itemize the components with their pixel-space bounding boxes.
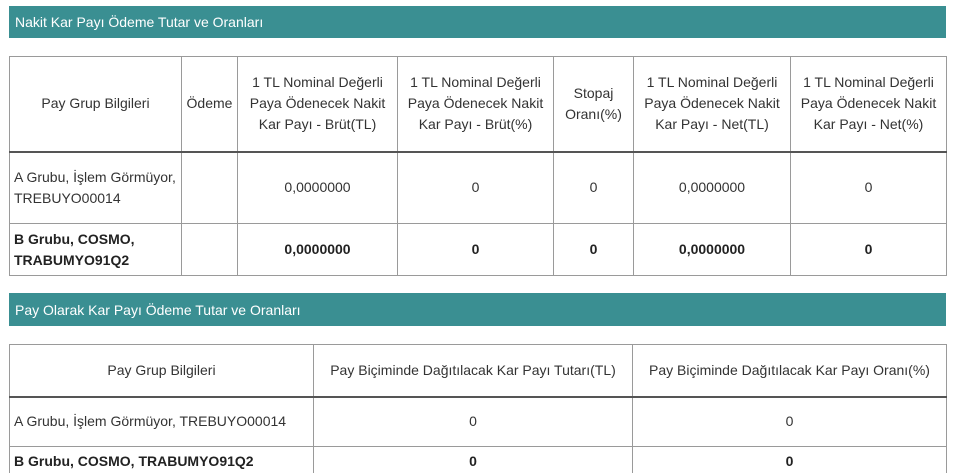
- cash-dividend-section-title: Nakit Kar Payı Ödeme Tutar ve Oranları: [15, 14, 264, 30]
- column-header-pay-group: Pay Grup Bilgileri: [10, 57, 182, 152]
- withholding-rate-cell: 0: [554, 224, 634, 276]
- column-header-gross-percent: 1 TL Nominal Değerli Paya Ödenecek Nakit Kar Payı - Brüt(%): [398, 57, 554, 152]
- table-row: [10, 397, 947, 447]
- table-header-row: [10, 57, 947, 152]
- pay-group-cell: B Grubu, COSMO, TRABUMYO91Q2: [10, 447, 314, 473]
- net-percent-cell: 0: [791, 152, 947, 224]
- payment-cell: [182, 224, 238, 276]
- column-header-payment: Ödeme: [182, 57, 238, 152]
- stock-dividend-rate-cell: 0: [633, 447, 947, 473]
- stock-dividend-amount-cell: 0: [314, 397, 633, 447]
- column-header-net-tl: 1 TL Nominal Değerli Paya Ödenecek Nakit Kar Payı - Net(TL): [634, 57, 791, 152]
- net-tl-cell: 0,0000000: [634, 152, 791, 224]
- column-header-gross-tl: 1 TL Nominal Değerli Paya Ödenecek Nakit Kar Payı - Brüt(TL): [238, 57, 398, 152]
- cash-dividend-table: [9, 56, 947, 276]
- table-row: [10, 224, 947, 276]
- column-header-net-percent: 1 TL Nominal Değerli Paya Ödenecek Nakit Kar Payı - Net(%): [791, 57, 947, 152]
- stock-dividend-section-title: Pay Olarak Kar Payı Ödeme Tutar ve Oranları: [15, 301, 301, 318]
- stock-dividend-rate-cell: 0: [633, 397, 947, 447]
- stock-dividend-table: [9, 344, 947, 473]
- payment-cell: [182, 152, 238, 224]
- stock-dividend-amount-cell: 0: [314, 447, 633, 473]
- gross-percent-cell: 0: [398, 224, 554, 276]
- table-header-row: [10, 345, 947, 397]
- pay-group-cell: A Grubu, İşlem Görmüyor, TREBUYO00014: [10, 397, 314, 447]
- net-percent-cell: 0: [791, 224, 947, 276]
- gross-percent-cell: 0: [398, 152, 554, 224]
- table-row: [10, 152, 947, 224]
- net-tl-cell: 0,0000000: [634, 224, 791, 276]
- stock-dividend-section-header: [9, 293, 946, 326]
- pay-group-cell: A Grubu, İşlem Görmüyor, TREBUYO00014: [10, 152, 182, 224]
- column-header-pay-group: Pay Grup Bilgileri: [10, 345, 314, 397]
- column-header-stock-dividend-rate: Pay Biçiminde Dağıtılacak Kar Payı Oranı(%): [633, 345, 947, 397]
- column-header-withholding-rate: Stopaj Oranı(%): [554, 57, 634, 152]
- withholding-rate-cell: 0: [554, 152, 634, 224]
- gross-tl-cell: 0,0000000: [238, 224, 398, 276]
- cash-dividend-section-header: [9, 6, 946, 38]
- gross-tl-cell: 0,0000000: [238, 152, 398, 224]
- table-row: [10, 447, 947, 473]
- pay-group-cell: B Grubu, COSMO, TRABUMYO91Q2: [10, 224, 182, 276]
- column-header-stock-dividend-amount: Pay Biçiminde Dağıtılacak Kar Payı Tutarı(TL): [314, 345, 633, 397]
